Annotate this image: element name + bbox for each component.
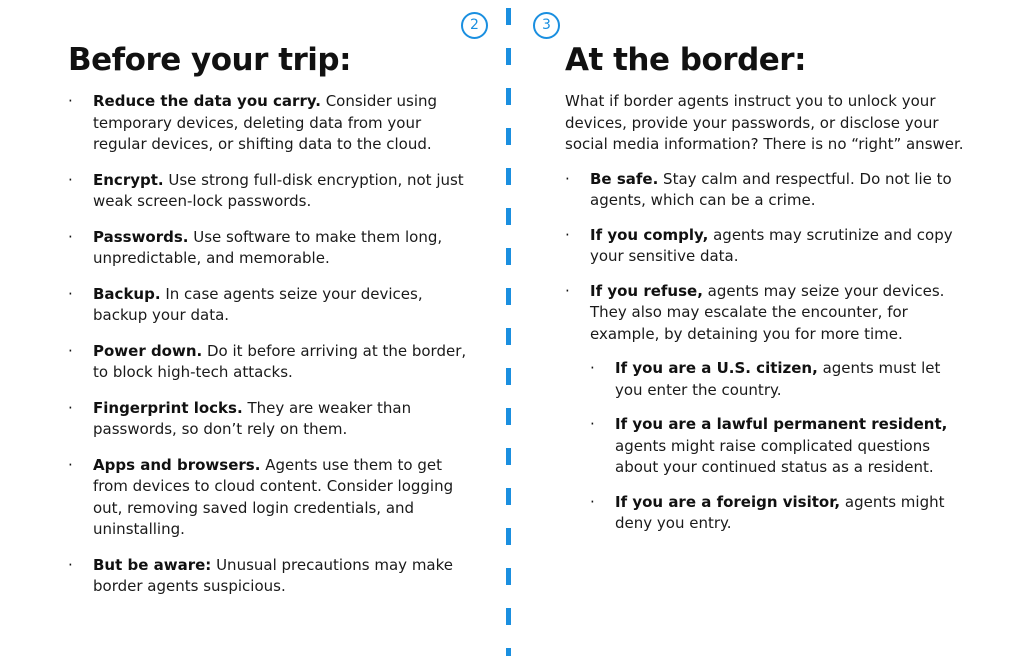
list-item [565,169,970,212]
bullet-icon: · [565,225,570,244]
item-title: Reduce the data you carry. [93,92,321,110]
at-border-section [565,42,970,548]
bullet-icon: · [565,281,570,300]
step-2-marker: 2 [461,12,488,39]
item-title: Fingerprint locks. [93,398,243,417]
bullet-icon: · [565,169,570,188]
list-item [68,284,478,327]
at-border-list [565,169,970,535]
item-title: But be aware: [93,555,212,574]
list-item [565,281,970,346]
bullet-icon: · [68,227,73,246]
sub-list-item [590,492,970,535]
list-item [68,555,478,598]
item-title: If you comply, [590,225,709,244]
dashed-divider [506,8,511,656]
item-text: agents must let you enter the country. [615,359,941,399]
bullet-icon: · [68,284,73,303]
item-text: agents may seize your devices. They also may escalate the encounter, for example, by detaining you for more time. [590,281,945,343]
bullet-icon: · [68,398,73,417]
bullet-icon: · [590,359,595,377]
item-title: Apps and browsers. [93,455,261,474]
bullet-icon: · [590,415,595,433]
item-text: Use software to make them long, unpredictable, and memorable. [93,227,443,267]
item-title: If you are a lawful permanent resident, [615,415,948,433]
item-text: Consider using temporary devices, deleting data from your regular devices, or shifting data to the cloud. [93,92,438,153]
list-item [565,225,970,268]
item-title: If you refuse, [590,281,703,300]
step-3-marker: 3 [533,12,560,39]
item-text: They are weaker than passwords, so don’t rely on them. [93,398,412,438]
bullet-icon: · [68,455,73,474]
bullet-icon: · [590,492,595,511]
list-item [68,170,478,213]
item-text: Use strong full-disk encryption, not just weak screen-lock passwords. [93,170,464,210]
before-trip-list [68,91,478,598]
item-text: Agents use them to get from devices to cloud content. Consider logging out, removing saved login credentials, and uninstalling. [93,455,454,538]
item-title: Backup. [93,284,161,303]
at-border-heading: At the border: [565,42,806,78]
before-trip-heading: Before your trip: [68,42,352,78]
bullet-icon: · [68,170,73,189]
list-item [68,91,478,156]
item-title: Passwords. [93,227,189,246]
list-item [68,455,478,541]
sub-list-item [590,414,970,479]
list-item [68,341,478,384]
item-text: In case agents seize your devices, backup your data. [93,284,423,324]
item-text: agents might raise complicated questions about your continued status as a resident. [615,436,934,476]
item-text: Unusual precautions may make border agents suspicious. [93,555,454,595]
sub-list-item [590,358,970,401]
item-title: Encrypt. [93,170,164,189]
item-title: Power down. [93,341,203,360]
bullet-icon: · [68,92,73,110]
item-text: Stay calm and respectful. Do not lie to agents, which can be a crime. [590,169,952,209]
list-item [68,398,478,441]
item-title: If you are a U.S. citizen, [615,359,818,377]
item-text: Do it before arriving at the border, to block high-tech attacks. [93,341,467,381]
bullet-icon: · [68,341,73,360]
item-title: Be safe. [590,169,659,188]
before-trip-section [68,42,478,612]
bullet-icon: · [68,555,73,574]
item-text: agents might deny you entry. [615,492,945,532]
item-text: agents may scrutinize and copy your sensitive data. [590,225,953,265]
item-title: If you are a foreign visitor, [615,492,841,511]
list-item [68,227,478,270]
at-border-intro: What if border agents instruct you to unlock your devices, provide your passwords, or disclose your social media information? There is no “right” answer. [565,92,964,153]
